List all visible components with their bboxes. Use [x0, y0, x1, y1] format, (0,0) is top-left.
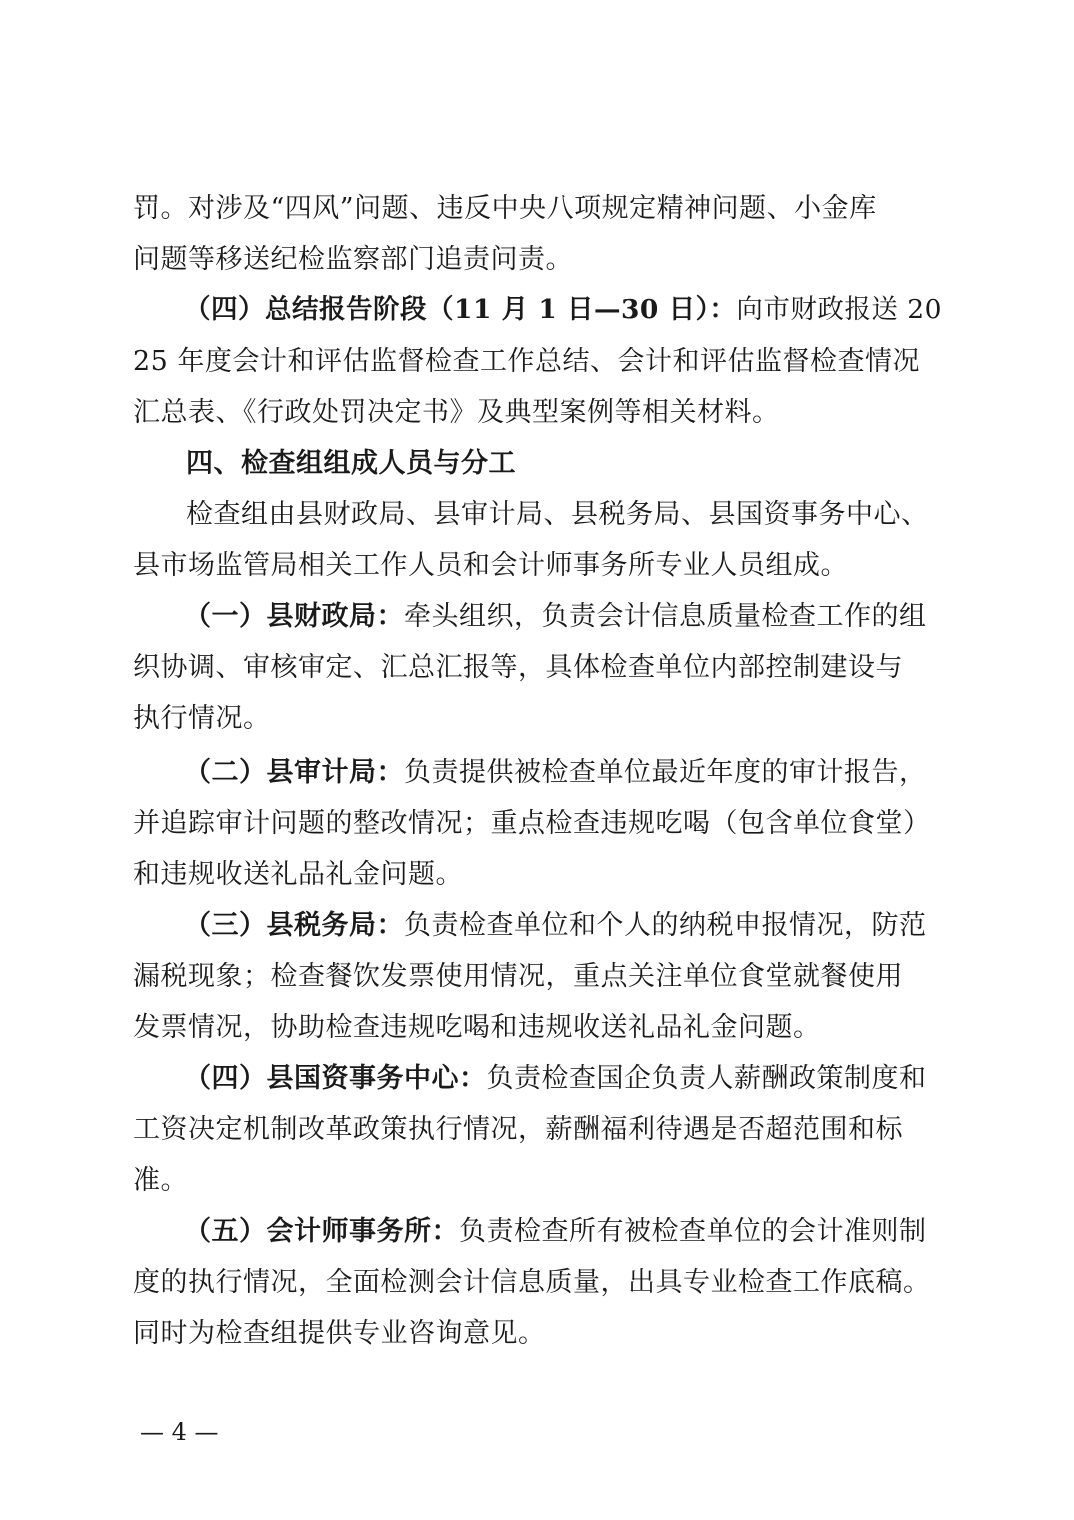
paragraph-line: 工资决定机制改革政策执行情况，薪酬福利待遇是否超范围和标 — [133, 1114, 903, 1145]
paragraph-line: 同时为检查组提供专业咨询意见。 — [133, 1318, 546, 1349]
item-label: （五）会计师事务所： — [184, 1216, 459, 1247]
paragraph-line: 罚。对涉及“四风”问题、违反中央八项规定精神问题、小金库 — [133, 193, 877, 224]
item-label: （四）县国资事务中心： — [184, 1063, 487, 1094]
stage4-title: （四）总结报告阶段（11 月 1 日—30 日）： — [184, 294, 737, 325]
paragraph-line: 25 年度会计和评估监督检查工作总结、会计和评估监督检查情况 — [133, 346, 920, 377]
item-label: （二）县审计局： — [184, 757, 404, 788]
page-number: — 4 — — [140, 1418, 219, 1446]
paragraph-line: 并追踪审计问题的整改情况；重点检查违规吃喝（包含单位食堂） — [133, 808, 931, 839]
paragraph-line: 织协调、审核审定、汇总汇报等，具体检查单位内部控制建设与 — [133, 652, 903, 683]
paragraph-line: 执行情况。 — [133, 703, 271, 734]
item-text: 负责检查所有被检查单位的会计准则制 — [459, 1216, 927, 1247]
item-text: 牵头组织，负责会计信息质量检查工作的组 — [404, 601, 927, 632]
item-first-line — [184, 912, 927, 939]
paragraph-line: 检查组由县财政局、县审计局、县税务局、县国资事务中心、 — [186, 499, 929, 530]
item-text: 负责提供被检查单位最近年度的审计报告， — [404, 757, 927, 788]
item-label: （三）县税务局： — [184, 910, 404, 941]
item-text: 负责检查国企负责人薪酬政策制度和 — [486, 1063, 927, 1094]
paragraph-line: 和违规收送礼品礼金问题。 — [133, 859, 463, 890]
paragraph-line: 度的执行情况，全面检测会计信息质量，出具专业检查工作底稿。 — [133, 1267, 931, 1298]
paragraph-line: 县市场监管局相关工作人员和会计师事务所专业人员组成。 — [133, 550, 848, 581]
section-heading: 四、检查组组成人员与分工 — [186, 448, 516, 479]
paragraph-line: 汇总表、《行政处罚决定书》及典型案例等相关材料。 — [133, 397, 780, 428]
paragraph-line: 漏税现象；检查餐饮发票使用情况，重点关注单位食堂就餐使用 — [133, 961, 903, 992]
paragraph-line: 发票情况，协助检查违规吃喝和违规收送礼品礼金问题。 — [133, 1012, 821, 1043]
item-text: 负责检查单位和个人的纳税申报情况，防范 — [404, 910, 927, 941]
item-first-line — [184, 603, 927, 630]
item-first-line — [184, 759, 927, 786]
stage4-text: 向市财政报送 20 — [736, 294, 943, 325]
paragraph-line: 准。 — [133, 1165, 188, 1196]
stage4-line — [184, 294, 943, 325]
item-first-line — [184, 1218, 927, 1245]
paragraph-line: 问题等移送纪检监察部门追责问责。 — [133, 244, 573, 275]
item-first-line — [184, 1065, 927, 1092]
item-label: （一）县财政局： — [184, 601, 404, 632]
